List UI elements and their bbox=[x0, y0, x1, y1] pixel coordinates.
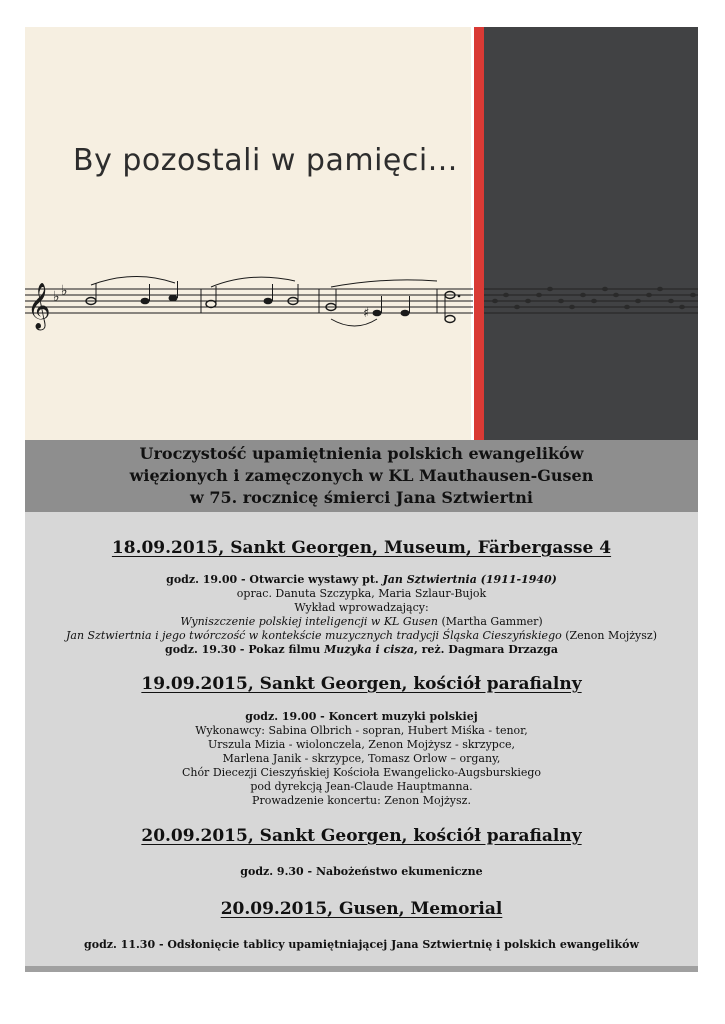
section-3 bbox=[25, 826, 698, 846]
music-staff bbox=[25, 275, 698, 335]
svg-text:♭: ♭ bbox=[61, 283, 68, 299]
lecture-1-title: Wyniszczenie polskiej inteligencji w KL Gusen bbox=[180, 615, 438, 628]
section-4 bbox=[25, 899, 698, 919]
section-1-line-2: oprac. Danuta Szczypka, Maria Szlaur-Bujok bbox=[236, 587, 487, 600]
hero-banner bbox=[25, 27, 698, 440]
svg-text:♯: ♯ bbox=[363, 306, 370, 321]
section-2-line-6: pod dyrekcją Jean-Claude Hauptmanna. bbox=[250, 780, 473, 793]
svg-text:𝄞: 𝄞 bbox=[27, 283, 51, 329]
program-content bbox=[25, 512, 698, 972]
band-line-1: Uroczystość upamiętnienia polskich ewangelików bbox=[139, 444, 584, 463]
red-stripe bbox=[474, 27, 484, 440]
band-line-2: więzionych i zamęczonych w KL Mauthausen-Gusen bbox=[129, 466, 594, 485]
film-title: Muzyka i cisza bbox=[324, 643, 414, 656]
lecture-2-title: Jan Sztwiertnia i jego twórczość w kontekście muzycznych tradycji Śląska Cieszyńskiego bbox=[65, 629, 562, 642]
section-4-line-1: godz. 11.30 - Odsłonięcie tablicy upamiętniającej Jana Sztwiertnię i polskich ewangelików bbox=[84, 938, 639, 951]
section-1-line-1 bbox=[25, 573, 698, 587]
section-1-line-4 bbox=[25, 615, 698, 629]
section-3-heading: 20.09.2015, Sankt Georgen, kościół parafialny bbox=[141, 826, 582, 846]
event-title-band bbox=[25, 440, 698, 512]
lecture-2-speaker: (Zenon Mojżysz) bbox=[561, 629, 658, 642]
poster bbox=[25, 27, 698, 972]
section-2-line-7: Prowadzenie koncertu: Zenon Mojżysz. bbox=[252, 794, 471, 807]
section-2 bbox=[25, 674, 698, 694]
section-2-line-1: godz. 19.00 - Koncert muzyki polskiej bbox=[245, 710, 478, 723]
exhibition-title: Jan Sztwiertnia (1911-1940) bbox=[382, 573, 557, 586]
section-2-line-2: Wykonawcy: Sabina Olbrich - sopran, Hubert Miśka - tenor, bbox=[195, 724, 528, 737]
hero-title: By pozostali w pamięci... bbox=[73, 143, 458, 178]
lecture-1-speaker: (Martha Gammer) bbox=[437, 615, 543, 628]
dense-notes-dark-panel bbox=[492, 287, 696, 309]
opening-time: godz. 19.00 - Otwarcie wystawy pt. bbox=[166, 573, 383, 586]
section-1-heading: 18.09.2015, Sankt Georgen, Museum, Färbergasse 4 bbox=[111, 538, 612, 558]
section-2-line-3: Urszula Mizia - wiolonczela, Zenon Mojżysz - skrzypce, bbox=[208, 738, 515, 751]
band-line-3: w 75. rocznicę śmierci Jana Sztwiertni bbox=[190, 488, 533, 507]
section-1-line-5 bbox=[25, 629, 698, 643]
film-time: godz. 19.30 - Pokaz filmu bbox=[165, 643, 325, 656]
dark-panel bbox=[480, 27, 698, 440]
svg-text:♭: ♭ bbox=[53, 289, 60, 305]
film-director: , reż. Dagmara Drzazga bbox=[413, 643, 558, 656]
section-2-line-5: Chór Diecezji Cieszyńskiej Kościoła Ewangelicko-Augsburskiego bbox=[181, 766, 542, 779]
section-4-heading: 20.09.2015, Gusen, Memorial bbox=[220, 899, 503, 919]
section-3-line-1: godz. 9.30 - Nabożeństwo ekumeniczne bbox=[240, 865, 483, 878]
section-1 bbox=[25, 538, 698, 558]
section-2-line-4: Marlena Janik - skrzypce, Tomasz Orlow – organy, bbox=[222, 752, 501, 765]
section-1-line-3: Wykład wprowadzający: bbox=[294, 601, 429, 614]
section-1-line-6 bbox=[25, 643, 698, 657]
section-2-heading: 19.09.2015, Sankt Georgen, kościół parafialny bbox=[141, 674, 582, 694]
